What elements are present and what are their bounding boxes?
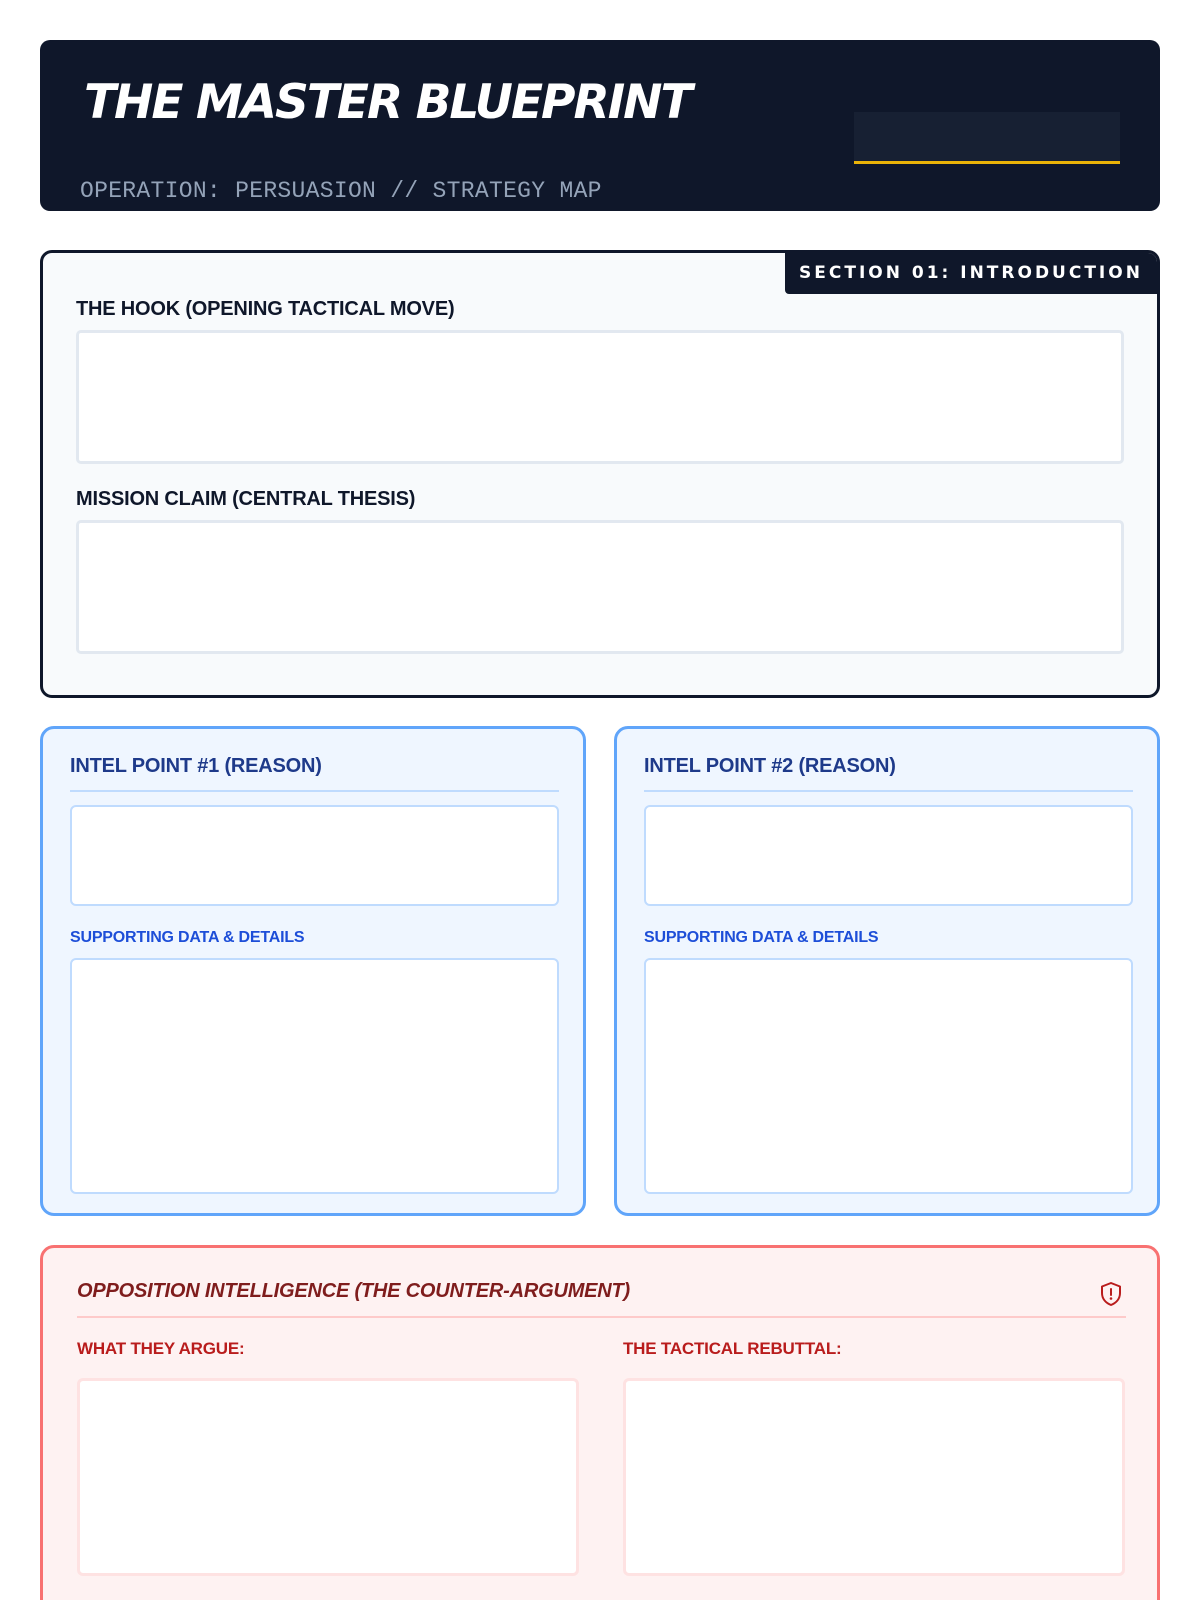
divider xyxy=(70,790,559,792)
hook-label: THE HOOK (OPENING TACTICAL MOVE) xyxy=(76,298,455,320)
shield-alert-icon xyxy=(1099,1281,1123,1307)
introduction-section xyxy=(40,250,1160,698)
agent-identity-input[interactable] xyxy=(854,112,1120,164)
divider xyxy=(644,790,1133,792)
mission-claim-field[interactable] xyxy=(76,520,1124,654)
supporting-data-label: SUPPORTING DATA & DETAILS xyxy=(644,929,879,946)
section-tag: SECTION 01: INTRODUCTION xyxy=(785,253,1157,294)
header-banner xyxy=(40,40,1160,211)
opposition-section xyxy=(40,1245,1160,1600)
intel-point-2-support-field[interactable] xyxy=(644,958,1133,1194)
mission-claim-label: MISSION CLAIM (CENTRAL THESIS) xyxy=(76,488,416,510)
intel-point-1-card xyxy=(40,726,586,1216)
divider xyxy=(77,1316,1126,1318)
intel-point-2-reason-field[interactable] xyxy=(644,805,1133,906)
intel-point-1-support-field[interactable] xyxy=(70,958,559,1194)
page-subtitle: OPERATION: PERSUASION // STRATEGY MAP xyxy=(80,178,602,204)
what-they-argue-label: WHAT THEY ARGUE: xyxy=(77,1339,245,1358)
hook-field[interactable] xyxy=(76,330,1124,464)
page-title: THE MASTER BLUEPRINT xyxy=(84,75,691,130)
supporting-data-label: SUPPORTING DATA & DETAILS xyxy=(70,929,305,946)
opposition-title: OPPOSITION INTELLIGENCE (THE COUNTER-ARGUMENT) xyxy=(77,1280,631,1302)
intel-point-title: INTEL POINT #1 (REASON) xyxy=(70,755,322,777)
tactical-rebuttal-label: THE TACTICAL REBUTTAL: xyxy=(623,1339,842,1358)
intel-point-1-reason-field[interactable] xyxy=(70,805,559,906)
intel-point-2-card xyxy=(614,726,1160,1216)
intel-point-title: INTEL POINT #2 (REASON) xyxy=(644,755,896,777)
what-they-argue-field[interactable] xyxy=(77,1378,579,1576)
tactical-rebuttal-field[interactable] xyxy=(623,1378,1125,1576)
